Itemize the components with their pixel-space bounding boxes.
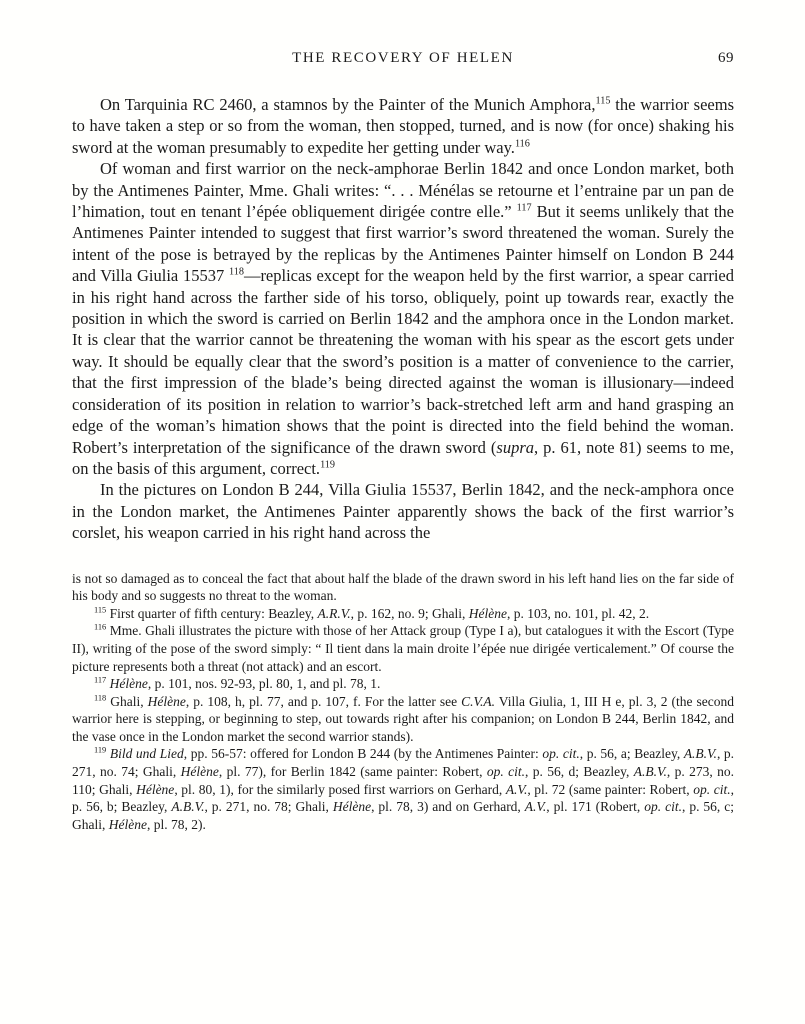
footnote-117: $^{117}$ Hélène, p. 101, nos. 92-93, pl. 80, 1, and pl. 78, 1. <box>94 675 381 692</box>
footnote-118: $^{118}$ Ghali, Hélène, p. 108, h, pl. 77, and p. 107, f. For the latter see C.V.A. Villa Giulia, 1, III H e, pl. 3, 2 (the second warrior here is stepping, or beginning to step, out towards right after his companion; on London B 244, Berlin 1842, and the vase once in the London market the second warrior stands). <box>72 693 734 744</box>
page-header <box>72 50 734 67</box>
footnote-section <box>72 570 734 834</box>
body-paragraph: Of woman and first warrior on the neck-amphorae Berlin 1842 and once London market, both by the Antimenes Painter, Mme. Ghali writes: “. . . Ménélas se retourne et l’entraine par un pan de l’himation, tout en tenant l’épée obliquement dirigée contre elle.” $^{117}$ But it seems unlikely that the Antimenes Painter intended to suggest that first warrior’s sword threatened the woman. Surely the intent of the pose is betrayed by the replicas by the Antimenes Painter himself on London B 244 and Villa Giulia 15537 $^{118}$—replicas except for the weapon held by the first warrior, a spear carried in his right hand across the farther side of his torso, obliquely, point up towards rear, exactly the position in which the sword is carried on Berlin 1842 and the amphora once in the London market. It is clear that the warrior cannot be threatening the woman with his spear as the escort gets under way. It should be equally clear that the sword’s position is a matter of convenience to the carrier, that the first impression of the blade’s being directed against the woman is illusionary—indeed consideration of its position in relation to warrior’s back-stretched left arm and hand grasping an edge of the woman’s himation shows that the point is directed into the field behind the woman. Robert’s interpretation of the significance of the drawn sword (supra, p. 61, note 81) seems to me, on the basis of this argument, correct.$^{119}$ <box>72 159 734 478</box>
page-title: THE RECOVERY OF HELEN <box>292 50 514 66</box>
body-paragraph: On Tarquinia RC 2460, a stamnos by the Painter of the Munich Amphora,$^{115}$ the warrior seems to have taken a step or so from the woman, then stopped, turned, and is now (for once) shaking his sword at the woman presumably to expedite her getting under way.$^{116}$ <box>72 95 734 157</box>
footnote-115: $^{115}$ First quarter of fifth century: Beazley, A.R.V., p. 162, no. 9; Ghali, Hélène, p. 103, no. 101, pl. 42, 2. <box>94 605 650 621</box>
body-text <box>72 94 734 544</box>
footnote-119: $^{119}$ Bild und Lied, pp. 56-57: offered for London B 244 (by the Antimenes Painter: op. cit., p. 56, a; Beazley, A.B.V., p. 271, no. 74; Ghali, Hélène, pl. 77), for Berlin 1842 (same painter: Robert, op. cit., p. 56, d; Beazley, A.B.V., p. 273, no. 110; Ghali, Hélène, pl. 80, 1), for the similarly posed first warriors on Gerhard, A.V., pl. 72 (same painter: Robert, op. cit., p. 56, b; Beazley, A.B.V., p. 271, no. 78; Ghali, Hélène, pl. 78, 3) and on Gerhard, A.V., pl. 171 (Robert, op. cit., p. 56, c; Ghali, Hélène, pl. 78, 2). <box>72 745 735 832</box>
page-number: 69 <box>718 50 734 66</box>
footnote-116: $^{116}$ Mme. Ghali illustrates the picture with those of her Attack group (Type I a), but catalogues it with the Escort (Type II), writing of the pose of the sword simply: “ Il tient dans la main droite l’épée nue dirigée verticalement.” Of course the picture represents both a threat (not attack) and an escort. <box>72 622 734 674</box>
body-paragraph: In the pictures on London B 244, Villa Giulia 15537, Berlin 1842, and the neck-amphora once in the London market, the Antimenes Painter apparently shows the back of the first warrior’s corslet, his weapon carried in his right hand across the <box>72 480 734 543</box>
footnote-continuation: is not so damaged as to conceal the fact that about half the blade of the drawn sword in his left hand lies on the far side of his body and so suggests no threat to the woman. <box>72 570 734 604</box>
